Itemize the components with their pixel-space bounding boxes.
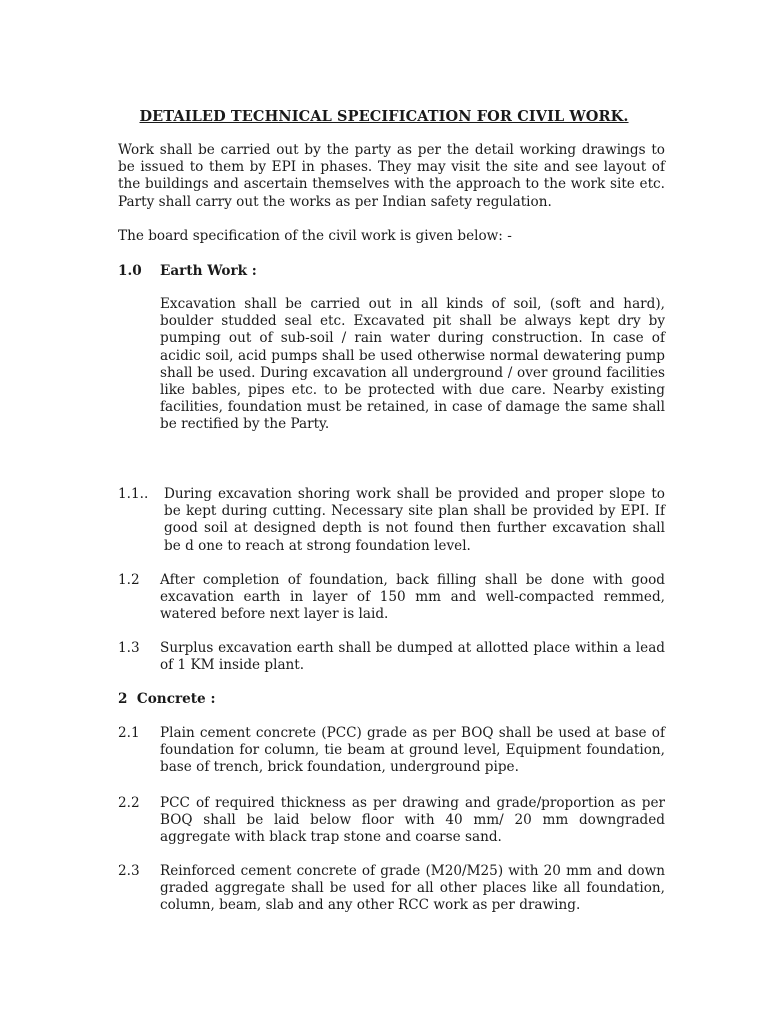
- section-number-1-0: 1.0: [118, 263, 142, 279]
- item-2-2-paragraph: PCC of required thickness as per drawing and grade/proportion as per BOQ shall be laid below floor with 40 mm/ 20 mm downgraded aggregate with black trap stone and coarse sand.: [160, 795, 665, 846]
- item-number-2-2: 2.2: [118, 795, 140, 811]
- item-number-1-1: 1.1..: [118, 486, 149, 502]
- item-1-3-paragraph: Surplus excavation earth shall be dumped at allotted place within a lead of 1 KM inside plant.: [160, 640, 665, 674]
- item-number-2-1: 2.1: [118, 725, 140, 741]
- board-spec-paragraph: The board specification of the civil work is given below: -: [118, 228, 512, 244]
- earth-work-paragraph: Excavation shall be carried out in all kinds of soil, (soft and hard), boulder studded seal etc. Excavated pit shall be always kept dry by pumping out of sub-soil / rain water during construction. In case of acidic soil, acid pumps shall be used otherwise normal dewatering pump shall be used. During excavation all underground / over ground facilities like bables, pipes etc. to be protected with due care. Nearby existing facilities, foundation must be retained, in case of damage the same shall be rectified by the Party.: [160, 296, 665, 433]
- item-number-2-3: 2.3: [118, 863, 140, 879]
- item-number-1-3: 1.3: [118, 640, 140, 656]
- item-2-1-paragraph: Plain cement concrete (PCC) grade as per BOQ shall be used at base of foundation for column, tie beam at ground level, Equipment foundation, base of trench, brick foundation, underground pipe.: [160, 725, 665, 776]
- item-1-1-paragraph: During excavation shoring work shall be provided and proper slope to be kept during cutting. Necessary site plan shall be provided by EPI. If good soil at designed depth is not found then further excavation shall be d one to reach at strong foundation level.: [164, 486, 665, 554]
- document-title: DETAILED TECHNICAL SPECIFICATION FOR CIVIL WORK.: [139, 108, 629, 125]
- item-2-3-paragraph: Reinforced cement concrete of grade (M20/M25) with 20 mm and down graded aggregate shall be used for all other places like all foundation, column, beam, slab and any other RCC work as per drawing.: [160, 863, 665, 914]
- item-1-2-paragraph: After completion of foundation, back filling shall be done with good excavation earth in layer of 150 mm and well-compacted remmed, watered before next layer is laid.: [160, 572, 665, 623]
- item-number-1-2: 1.2: [118, 572, 140, 588]
- intro-paragraph: Work shall be carried out by the party as per the detail working drawings to be issued to them by EPI in phases. They may visit the site and see layout of the buildings and ascertain themselves with the approach to the work site etc. Party shall carry out the works as per Indian safety regulation.: [118, 142, 665, 210]
- section-heading-earth-work: Earth Work :: [160, 263, 257, 279]
- section-heading-concrete: 2 Concrete :: [118, 691, 216, 707]
